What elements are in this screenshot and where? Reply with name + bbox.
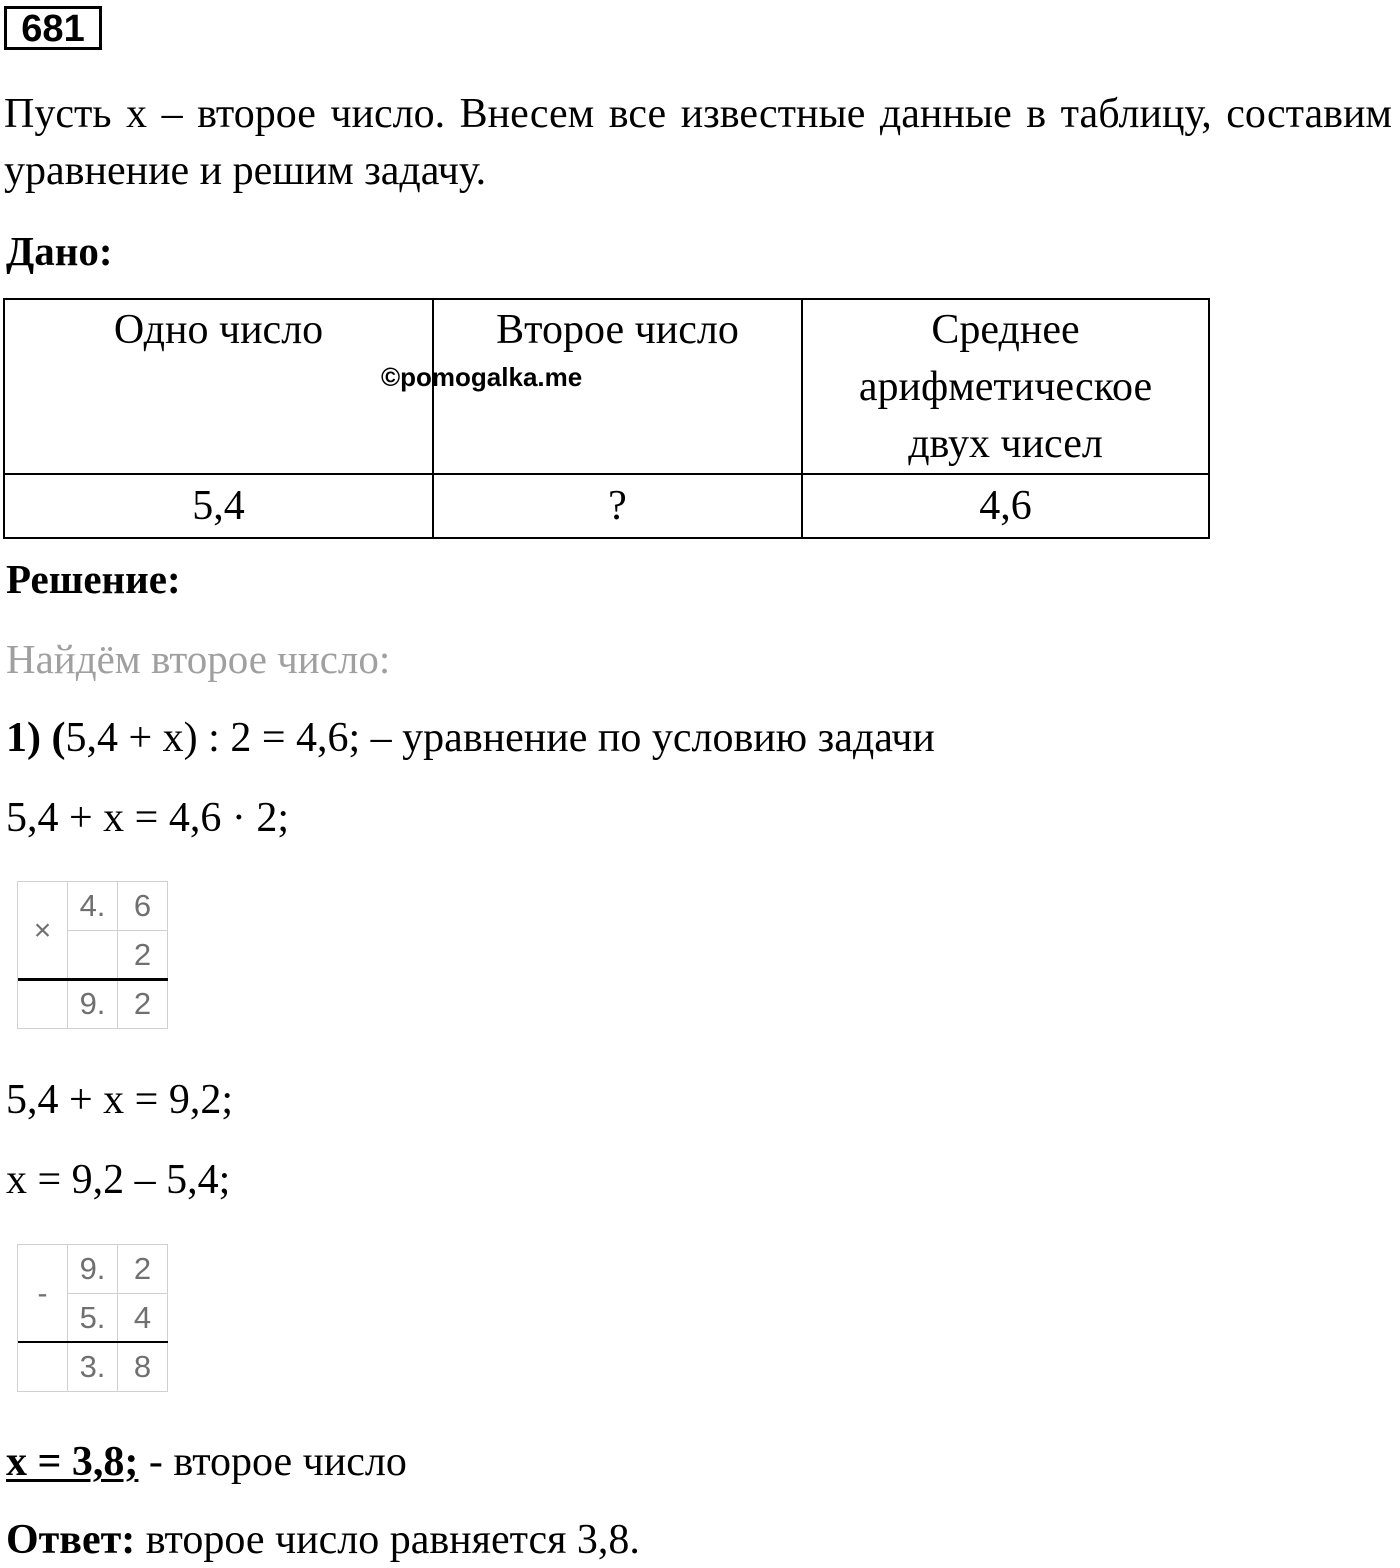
table-header-cell: Среднее арифметическое двух чисел bbox=[802, 299, 1209, 474]
given-table bbox=[3, 298, 1210, 539]
grid-cell bbox=[17, 979, 68, 1029]
solution-note: Найдём второе число: bbox=[6, 636, 391, 682]
minus-operator: - bbox=[17, 1244, 68, 1343]
table-cell: ? bbox=[433, 474, 802, 538]
grid-cell: 2 bbox=[117, 930, 168, 980]
grid-cell: 4. bbox=[67, 881, 118, 931]
answer-label: Ответ: bbox=[6, 1517, 136, 1563]
answer-text: второе число равняется 3,8. bbox=[135, 1517, 640, 1563]
table-header-cell: Одно число bbox=[4, 299, 433, 474]
table-header-row bbox=[4, 299, 1209, 474]
grid-cell: 6 bbox=[117, 881, 168, 931]
result-rule bbox=[18, 1341, 168, 1343]
table-cell: 5,4 bbox=[4, 474, 433, 538]
problem-number: 681 bbox=[4, 6, 102, 50]
result-value: x = 3,8; bbox=[6, 1439, 139, 1485]
answer-line bbox=[6, 1514, 640, 1566]
result-comment: - второе число bbox=[138, 1439, 407, 1485]
equation-step-1 bbox=[6, 712, 935, 764]
table-row bbox=[4, 474, 1209, 538]
watermark: ©pomogalka.me bbox=[381, 362, 583, 392]
grid-cell-result: 8 bbox=[117, 1342, 168, 1392]
equation-line-3: 5,4 + x = 9,2; bbox=[6, 1077, 234, 1123]
multiplication-grid bbox=[18, 881, 168, 1028]
grid-cell: 2 bbox=[117, 1244, 168, 1294]
given-heading: Дано: bbox=[6, 228, 113, 274]
grid-cell: 9. bbox=[67, 1244, 118, 1294]
intro-text: Пусть x – второе число. Внесем все известные данные в таблицу, составим уравнение и решим задачу. bbox=[4, 91, 1392, 194]
grid-cell-result: 3. bbox=[67, 1342, 118, 1392]
solution-heading: Решение: bbox=[6, 556, 181, 602]
table-header-cell: Второе число bbox=[433, 299, 802, 474]
step-expression: 5,4 + x) : 2 = 4,6; – уравнение по условию задачи bbox=[65, 715, 935, 761]
subtraction-grid bbox=[18, 1244, 168, 1391]
grid-cell-result: 9. bbox=[67, 979, 118, 1029]
multiply-operator: × bbox=[17, 881, 68, 980]
grid-cell: 5. bbox=[67, 1293, 118, 1343]
equation-line-2: 5,4 + x = 4,6 · 2; bbox=[6, 795, 290, 841]
grid-cell-result: 2 bbox=[117, 979, 168, 1029]
result-line bbox=[6, 1436, 407, 1488]
grid-cell bbox=[67, 930, 118, 980]
table-cell: 4,6 bbox=[802, 474, 1209, 538]
result-rule bbox=[18, 978, 168, 981]
grid-cell: 4 bbox=[117, 1293, 168, 1343]
step-marker: 1) ( bbox=[6, 715, 66, 761]
grid-cell bbox=[17, 1342, 68, 1392]
equation-line-4: x = 9,2 – 5,4; bbox=[6, 1157, 231, 1203]
